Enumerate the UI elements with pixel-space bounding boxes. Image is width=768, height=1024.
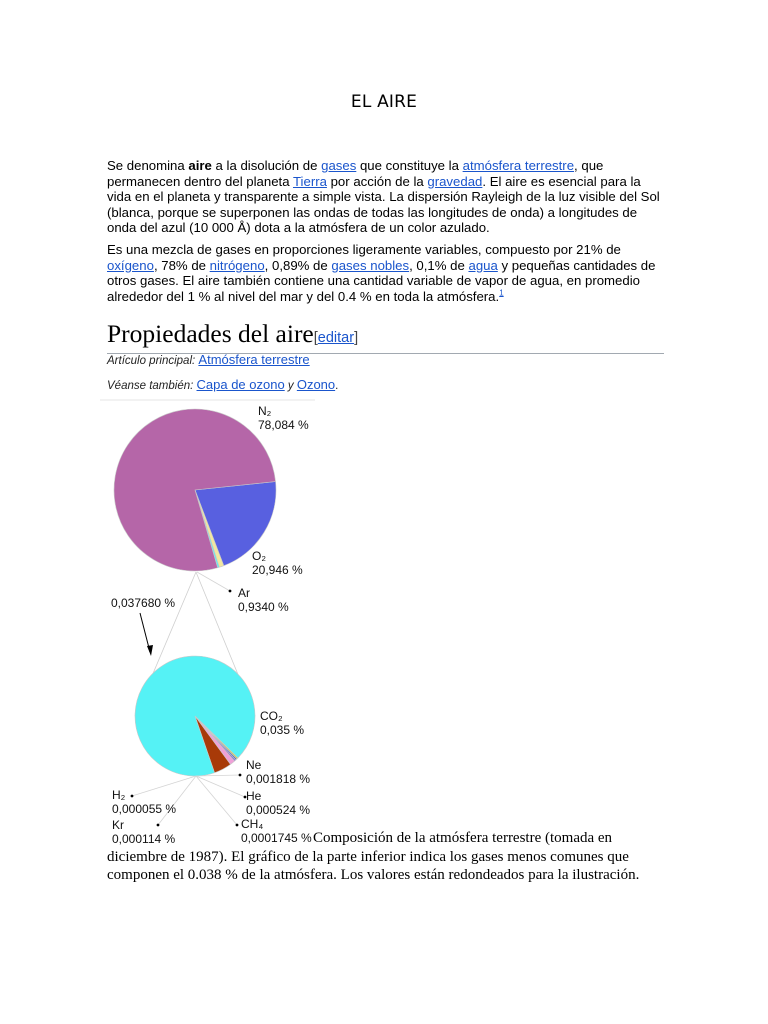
- arrow-head: [147, 645, 153, 656]
- link-oxigeno[interactable]: oxígeno: [107, 257, 154, 273]
- link-capa-de-ozono[interactable]: Capa de ozono: [196, 377, 285, 392]
- link-gases[interactable]: gases: [321, 158, 357, 173]
- atmosphere-composition-figure: [100, 395, 360, 855]
- leader-dot: [239, 774, 242, 777]
- leader-dot: [236, 824, 239, 827]
- label-ch4: CH₄ 0,0001745 %: [241, 817, 312, 845]
- label-h2: H₂ 0,000055 %: [112, 788, 177, 816]
- label-co2: CO₂ 0,035 %: [260, 709, 305, 737]
- section-heading: Propiedades del aire[editar]: [107, 320, 664, 354]
- link-nitrogeno[interactable]: nitrógeno: [209, 257, 265, 273]
- main-article-note: Artículo principal: Atmósfera terrestre: [107, 352, 310, 367]
- label-he: He 0,000524 %: [246, 789, 311, 817]
- see-also-note: Véanse también: Capa de ozono y Ozono.: [107, 377, 339, 392]
- document-title: EL AIRE: [350, 92, 418, 112]
- leader-line: [197, 572, 230, 591]
- label-o2: O₂ 20,946 %: [252, 549, 303, 577]
- link-ozono[interactable]: Ozono: [296, 377, 336, 392]
- link-agua[interactable]: agua: [468, 257, 498, 273]
- pie-charts: [100, 395, 360, 855]
- figure-caption: Composición de la atmósfera terrestre (tomada en diciembre de 1987). El gráfico de la parte inferior indica los gases menos comunes que componen el 0.038 % de la atmósfera. Los valores están redondeados para la ilustración.: [107, 830, 640, 883]
- label-n2: N₂ 78,084 %: [258, 404, 309, 432]
- leader-line: [196, 776, 245, 797]
- link-gravedad[interactable]: gravedad: [427, 173, 483, 189]
- edit-link[interactable]: editar: [317, 330, 355, 346]
- label-kr: Kr 0,000114 %: [112, 818, 176, 846]
- label-trace-gases: 0,037680 %: [111, 596, 176, 610]
- label-ar: Ar 0,9340 %: [238, 586, 289, 614]
- leader-dot: [229, 590, 232, 593]
- link-tierra[interactable]: Tierra: [292, 173, 327, 189]
- main-pie: [114, 409, 276, 571]
- composition-paragraph: Es una mezcla de gases en proporciones ligeramente variables, compuesto por 21% de oxígeno, 78% de nitrógeno, 0,89% de gases nobles, 0,1% de agua y pequeñas cantidades de otros gases. El aire también contiene una cantidad variable de vapor de agua, en promedio alrededor del 1 % al nivel del mar y del 0.4 % en toda la atmósfera.$^1$: [107, 242, 656, 304]
- link-main-article[interactable]: Atmósfera terrestre: [198, 352, 310, 367]
- label-ne: Ne 0,001818 %: [246, 758, 311, 786]
- term-aire: aire: [188, 158, 212, 173]
- link-gases-nobles[interactable]: gases nobles: [331, 257, 410, 273]
- footnote-link[interactable]: 1: [499, 288, 504, 298]
- intro-paragraph: Se denomina aire a la disolución de gases que constituye la atmósfera terrestre, que permanecen dentro del planeta Tierra por acción de la gravedad. El aire es esencial para la vida en el planeta y transparente a simple vista. La dispersión Rayleigh de la luz visible del Sol (blanca, porque se superponen las ondas de todas las longitudes de onda) a longitudes de onda del azul (10 000 Å) dota a la atmósfera de un color azulado.: [107, 158, 660, 236]
- leader-line: [196, 776, 237, 825]
- link-atmosfera-terrestre[interactable]: atmósfera terrestre: [462, 158, 575, 173]
- detail-pie: [135, 656, 255, 776]
